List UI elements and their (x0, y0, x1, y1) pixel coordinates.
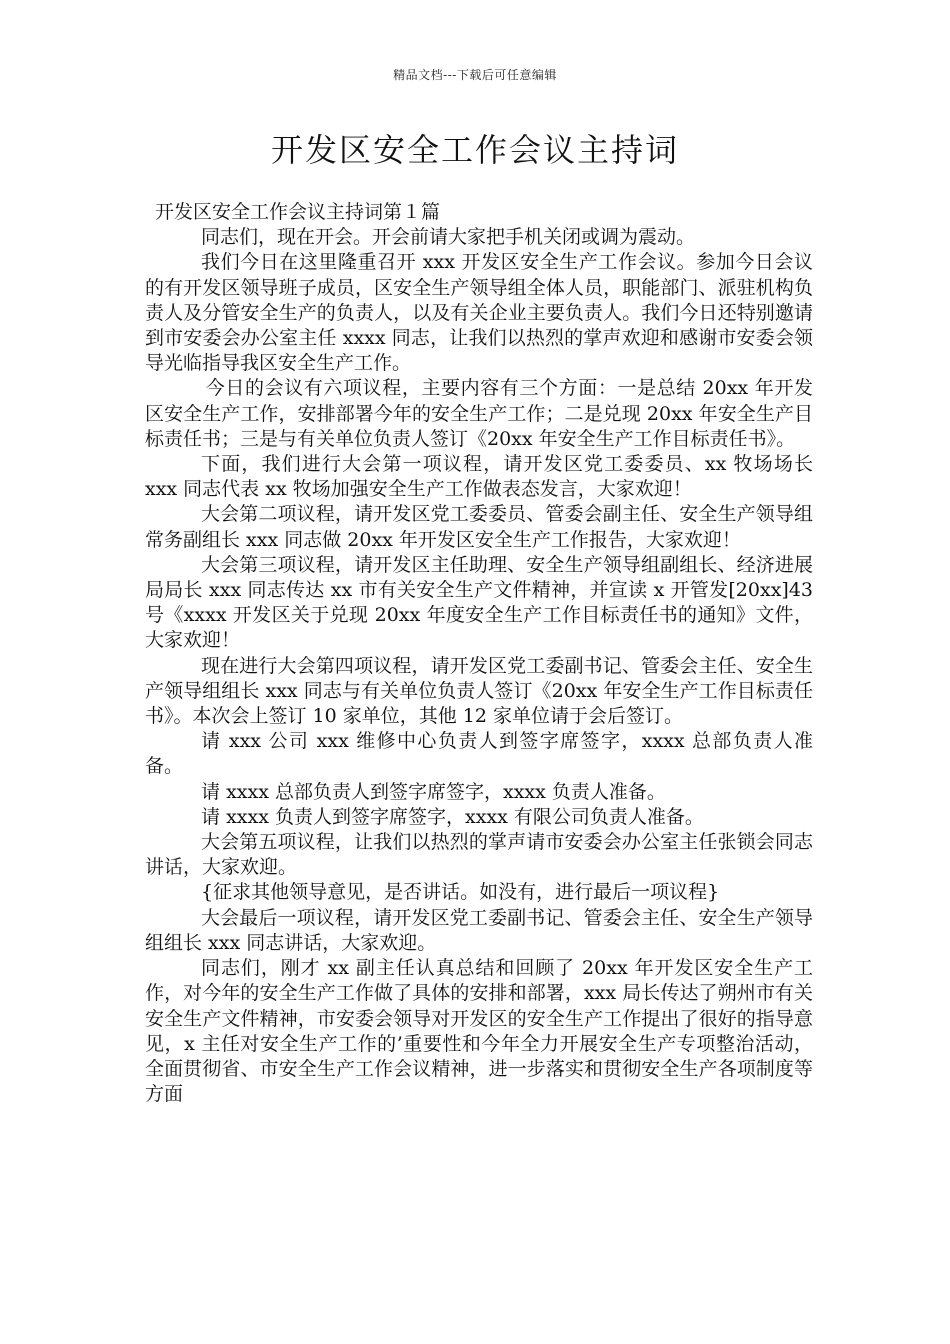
paragraph: 大会第三项议程，请开发区主任助理、安全生产领导组副组长、经济进展局局长 xxx 同志传达 xx 市有关安全生产文件精神，并宣读 x 开管发[20xx]43 号《xxxx 开发区关于兑现 20xx 年度安全生产工作目标责任书的通知》文件，大家欢迎！ (145, 553, 813, 652)
paragraph: 今日的会议有六项议程，主要内容有三个方面：一是总结 20xx 年开发区安全生产工作，安排部署今年的安全生产工作；二是兑现 20xx 年安全生产目标责任书；三是与有关单位负责人签订《20xx 年安全生产工作目标责任书》。 (145, 377, 813, 450)
document-body (145, 200, 813, 1107)
page-title: 开发区安全工作会议主持词 (270, 131, 679, 169)
paragraph: 现在进行大会第四项议程，请开发区党工委副书记、管委会主任、安全生产领导组组长 xxx 同志与有关单位负责人签订《20xx 年安全生产工作目标责任书》。本次会上签订 10 家单位，其他 12 家单位请于会后签订。 (145, 654, 813, 728)
paragraph: 我们今日在这里隆重召开 xxx 开发区安全生产工作会议。参加今日会议的有开发区领导班子成员，区安全生产领导组全体人员，职能部门、派驻机构负责人及分管安全生产的负责人，以及有关企业主要负责人。我们今日还特别邀请到市安委会办公室主任 xxxx 同志，让我们以热烈的掌声欢迎和感谢市安委会领导光临指导我区安全生产工作。 (145, 251, 813, 375)
paragraph: 请 xxxx 负责人到签字席签字，xxxx 有限公司负责人准备。 (201, 805, 704, 828)
paragraph: 下面，我们进行大会第一项议程，请开发区党工委委员、xx 牧场场长 xxx 同志代表 xx 牧场加强安全生产工作做表态发言，大家欢迎！ (145, 453, 813, 501)
paragraph: 大会最后一项议程，请开发区党工委副书记、管委会主任、安全生产领导组组长 xxx 同志讲话，大家欢迎。 (145, 906, 813, 954)
paragraph: 大会第五项议程，让我们以热烈的掌声请市安委会办公室主任张锁会同志讲话，大家欢迎。 (145, 831, 813, 879)
paragraph: 同志们，现在开会。开会前请大家把手机关闭或调为震动。 (201, 226, 696, 249)
paragraph: 大会第二项议程，请开发区党工委委员、管委会副主任、安全生产领导组常务副组长 xxx 同志做 20xx 年开发区安全生产工作报告，大家欢迎！ (145, 503, 813, 551)
header-note: 精品文档---下载后可任意编辑 (393, 68, 557, 82)
paragraph: 请 xxx 公司 xxx 维修中心负责人到签字席签字，xxxx 总部负责人准备。 (145, 730, 813, 778)
paragraph: 同志们，刚才 xx 副主任认真总结和回顾了 20xx 年开发区安全生产工作，对今年的安全生产工作做了具体的安排和部署，xxx 局长传达了朔州市有关安全生产文件精神，市安委会领导对开发区的安全生产工作提出了很好的指导意见，x 主任对安全生产工作的’重要性和今年全力开展安全生产专项整治活动，全面贯彻省、市安全生产工作会议精神，进一步落实和贯彻安全生产各项制度等方面 (145, 957, 813, 1106)
paragraph: 请 xxxx 总部负责人到签字席签字，xxxx 负责人准备。 (201, 780, 666, 803)
paragraph: {征求其他领导意见，是否讲话。如没有，进行最后一项议程} (201, 881, 720, 904)
section-heading: 开发区安全工作会议主持词第１篇 (155, 201, 441, 223)
